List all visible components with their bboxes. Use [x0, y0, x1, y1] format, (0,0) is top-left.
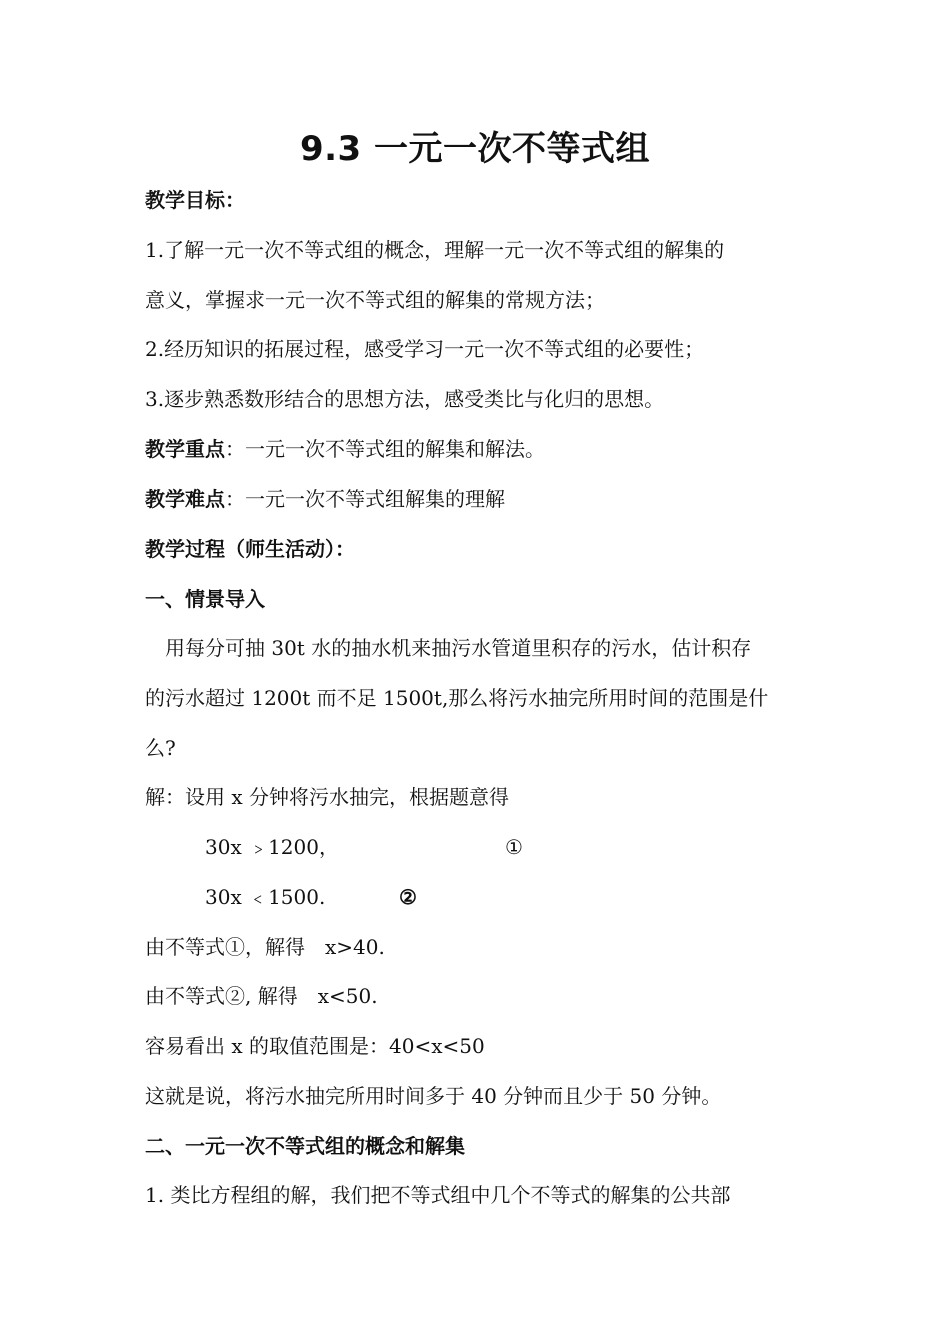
scenario-paragraph-line-3: 么?	[145, 736, 176, 760]
inequality-2: 30x ﹤1500.	[205, 885, 326, 909]
objective-1-line-1: 1.了解一元一次不等式组的概念，理解一元一次不等式组的解集的	[145, 238, 725, 262]
scenario-paragraph-line-2: 的污水超过 1200t 而不足 1500t,那么将污水抽完所用时间的范围是什	[145, 686, 769, 710]
objective-2: 2.经历知识的拓展过程，感受学习一元一次不等式组的必要性；	[145, 337, 705, 361]
difficulty-text: 一元一次不等式组解集的理解	[245, 487, 505, 511]
difficulty-line	[145, 484, 825, 514]
process-heading: 教学过程（师生活动）：	[145, 537, 355, 561]
inequality-2-marker: ②	[399, 885, 417, 909]
page-title: 9.3 一元一次不等式组	[299, 129, 651, 169]
key-point-label: 教学重点	[145, 437, 225, 461]
key-point-colon: ：	[225, 437, 245, 461]
objective-1-line-2: 意义，掌握求一元一次不等式组的解集的常规方法；	[145, 288, 605, 312]
result-1: 由不等式①，解得 x>40.	[145, 935, 385, 959]
conclusion: 这就是说，将污水抽完所用时间多于 40 分钟而且少于 50 分钟。	[145, 1084, 722, 1108]
section-1-heading: 一、情景导入	[145, 587, 265, 611]
solution-intro: 解：设用 x 分钟将污水抽完，根据题意得	[145, 785, 509, 809]
range-statement: 容易看出 x 的取值范围是：40<x<50	[145, 1034, 485, 1058]
objective-3: 3.逐步熟悉数形结合的思想方法，感受类比与化归的思想。	[145, 387, 665, 411]
difficulty-colon: ：	[225, 487, 245, 511]
inequality-1: 30x ﹥1200，	[205, 835, 339, 859]
scenario-paragraph-line-1: 用每分可抽 30t 水的抽水机来抽污水管道里积存的污水，估计积存	[165, 636, 752, 660]
result-2: 由不等式②, 解得 x<50.	[145, 984, 378, 1008]
key-point-text: 一元一次不等式组的解集和解法。	[245, 437, 545, 461]
objectives-heading: 教学目标：	[145, 188, 245, 212]
section-2-heading: 二、一元一次不等式组的概念和解集	[145, 1134, 465, 1158]
section-2-line-1: 1. 类比方程组的解，我们把不等式组中几个不等式的解集的公共部	[145, 1183, 731, 1207]
difficulty-label: 教学难点	[145, 487, 225, 511]
key-point-line	[145, 434, 825, 464]
inequality-1-marker: ①	[505, 835, 523, 859]
